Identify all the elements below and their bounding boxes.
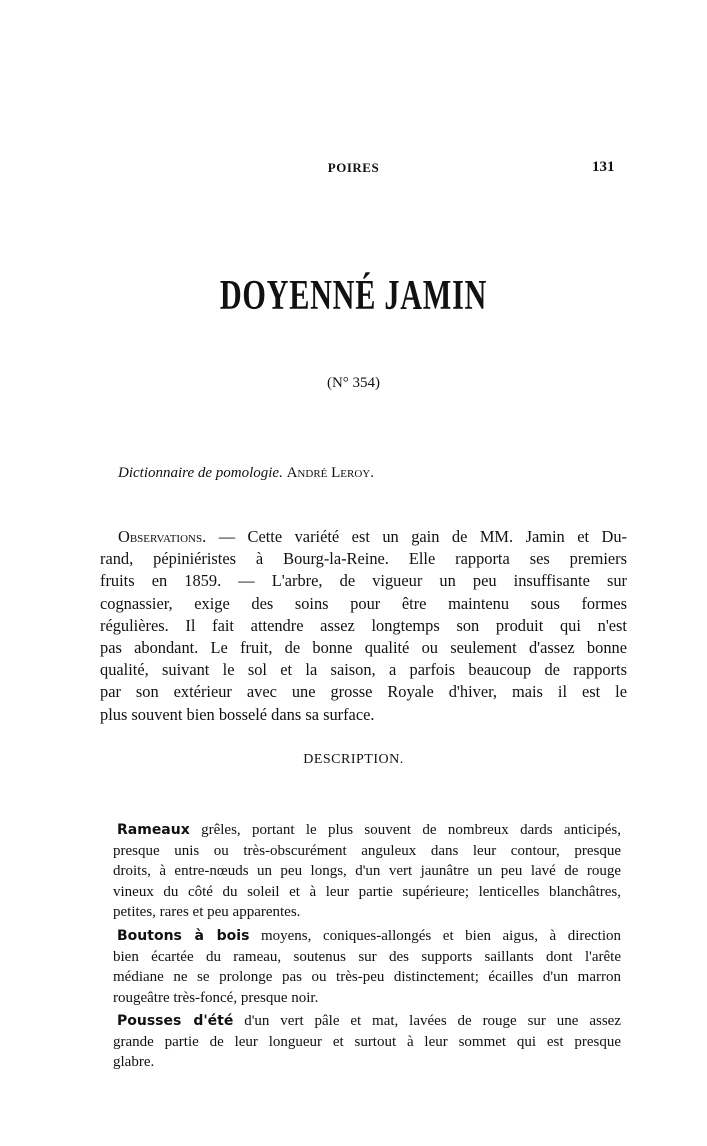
text-line: glabre. [113, 1054, 155, 1070]
description-item-boutons [113, 926, 621, 1008]
text-line: petites, rares et peu apparentes. [113, 904, 301, 920]
term: Pousses d'été [117, 1013, 234, 1029]
observations-paragraph [100, 526, 627, 726]
text-line: rougeâtre très-foncé, presque noir. [113, 989, 319, 1006]
citation-author: André Leroy. [286, 465, 374, 481]
text-line: bien écartée du rameau, soutenus sur des supports saillants dont l'arête [113, 948, 621, 965]
text-line: moyens, coniques-allongés et bien aigus, à direction [249, 928, 622, 944]
text-line: plus souvent bien bosselé dans sa surface. [100, 704, 375, 724]
description-item-rameaux [113, 820, 621, 923]
text-line: régulières. Il fait attendre assez longtemps son produit qui n'est [100, 615, 627, 635]
observations-label: Observations. [118, 527, 207, 546]
citation [118, 465, 374, 482]
text-line: fruits en 1859. — L'arbre, de vigueur un peu insuffisante sur [100, 571, 627, 591]
text-line: vineux du côté du soleil et à leur partie supérieure; lenticelles blanchâtres, [113, 883, 621, 900]
text-line: qualité, suivant le sol et la saison, a parfois beaucoup de rapports [100, 660, 627, 680]
description-heading: DESCRIPTION. [303, 752, 404, 767]
text-line: par son extérieur avec une grosse Royale d'hiver, mais il est le [100, 682, 627, 702]
description-item-pousses [113, 1011, 621, 1073]
page-number: 131 [592, 159, 615, 175]
variety-number: (N° 354) [326, 375, 381, 391]
text-line: cognassier, exige des soins pour être maintenu sous formes [100, 593, 627, 613]
text-line: droits, à entre-nœuds un peu longs, d'un vert jaunâtre un peu lavé de rouge [113, 863, 621, 879]
term: Boutons à bois [117, 928, 250, 944]
text-line: pas abondant. Le fruit, de bonne qualité ou seulement d'assez bonne [100, 638, 627, 658]
text-line: médiane ne se prolonge pas ou très-peu distinctement; écailles d'un marron [113, 969, 621, 985]
text-line: grande partie de leur longueur et surtout à leur sommet qui est presque [113, 1033, 621, 1050]
text-line: presque unis ou très-obscurément anguleux dans leur contour, presque [113, 842, 621, 859]
running-title: POIRES [327, 160, 380, 175]
text-line: d'un vert pâle et mat, lavées de rouge sur une assez [233, 1013, 621, 1029]
citation-work: Dictionnaire de pomologie. [118, 465, 283, 481]
text-line: grêles, portant le plus souvent de nombreux dards anticipés, [189, 822, 621, 838]
text-line: — Cette variété est un gain de MM. Jamin et Du- [218, 527, 627, 546]
term: Rameaux [117, 822, 190, 838]
text-line: rand, pépiniéristes à Bourg-la-Reine. Elle rapporta ses premiers [100, 549, 627, 569]
page-title: DOYENNÉ JAMIN [219, 273, 488, 319]
